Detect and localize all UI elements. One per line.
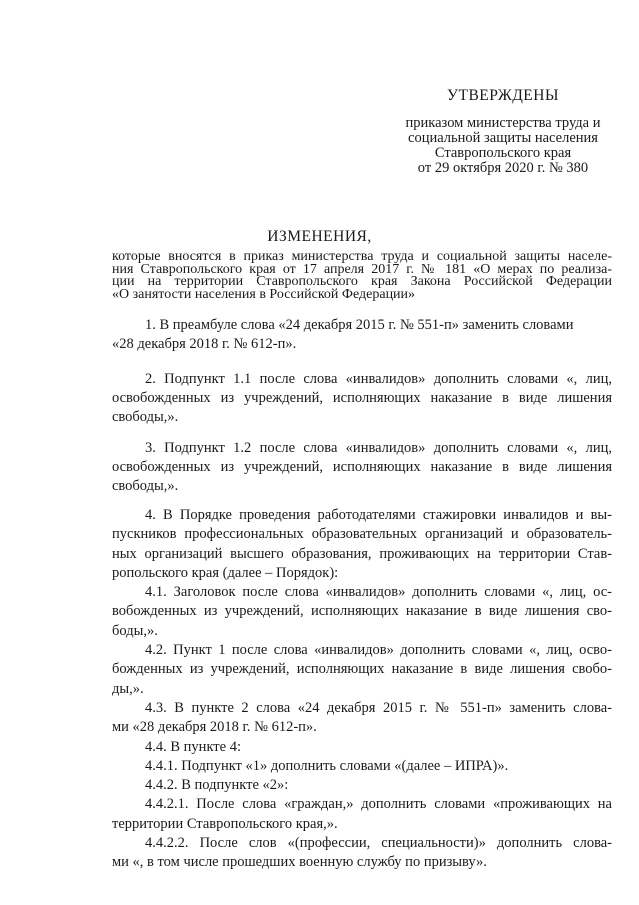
paragraph-line: освобожденных из учреждений, исполняющих наказание в виде лишения [112,459,612,475]
approval-line: от 29 октября 2020 г. № 380 [417,160,589,176]
paragraph-line: ропольского края (далее – Порядок): [112,564,339,581]
paragraph-line: свободы,». [112,409,179,425]
approval-line: социальной защиты населения [408,130,598,146]
paragraph-line: ды,». [112,680,144,697]
paragraph-line: 4.3. В пункте 2 слова «24 декабря 2015 г. № 551-п» заменить слова- [145,699,612,716]
approval-heading: УТВЕРЖДЕНЫ [447,87,559,104]
item-3 [112,439,612,496]
paragraph-line: ми «28 декабря 2018 г. № 612-п». [112,719,317,736]
paragraph-line: 1. В преамбуле слова «24 декабря 2015 г. № 551-п» заменить словами [145,317,574,333]
paragraph-line: «28 декабря 2018 г. № 612-п». [112,336,297,352]
paragraph-line: 4.4.1. Подпункт «1» дополнить словами «(далее – ИПРА)». [145,757,509,774]
approval-line: Ставропольского края [434,145,572,161]
paragraph-line: 4.4.2. В подпункте «2»: [145,777,289,794]
approval-stamp [388,88,618,176]
subtitle-line: которые вносятся в приказ министерства труда и социальной защиты населе- [112,249,612,264]
paragraph-line: божденных из учреждений, исполняющих наказание в виде лишения свобо- [112,661,612,678]
paragraph-line: 4. В Порядке проведения работодателями стажировки инвалидов и вы- [145,507,612,523]
paragraph-line: ных организаций высшего образования, проживающих на территории Став- [112,545,612,562]
paragraph-line: ми «, в том числе прошедших военную службу по призыву». [112,854,487,871]
paragraph-line: 4.2. Пункт 1 после слова «инвалидов» дополнить словами «, лиц, осво- [145,642,612,659]
document-subtitle [112,251,612,301]
item-1 [112,316,612,354]
paragraph-line: 4.4. В пункте 4: [145,738,241,755]
approval-line: приказом министерства труда и [405,115,601,131]
paragraph-line: 4.1. Заголовок после слова «инвалидов» дополнить словами «, лиц, ос- [145,584,612,601]
paragraph-line: пускников профессиональных образовательных организаций и образователь- [112,526,612,543]
paragraph-line: 2. Подпункт 1.1 после слова «инвалидов» дополнить словами «, лиц, [145,371,612,387]
paragraph-line: боды,». [112,622,158,639]
paragraph-line: вобожденных из учреждений, исполняющих наказание в виде лишения сво- [112,603,612,620]
paragraph-line: 3. Подпункт 1.2 после слова «инвалидов» дополнить словами «, лиц, [145,440,612,456]
paragraph-line: 4.4.2.1. После слова «граждан,» дополнить словами «проживающих на [145,796,612,813]
paragraph-line: территории Ставропольского края,». [112,815,338,832]
item-4 [112,506,612,873]
item-2 [112,370,612,427]
paragraph-line: освобожденных из учреждений, исполняющих наказание в виде лишения [112,390,612,406]
subtitle-line: ции на территории Ставропольского края Закона Российской Федерации [112,274,612,289]
paragraph-line: 4.4.2.2. После слов «(профессии, специальности)» дополнить слова- [145,835,612,852]
paragraph-line: свободы,». [112,478,179,494]
subtitle-line: «О занятости населения в Российской Федерации» [112,286,416,302]
subtitle-line: ния Ставропольского края от 17 апреля 2017 г. № 181 «О мерах по реализа- [112,261,612,277]
document-title: ИЗМЕНЕНИЯ, [267,228,372,245]
